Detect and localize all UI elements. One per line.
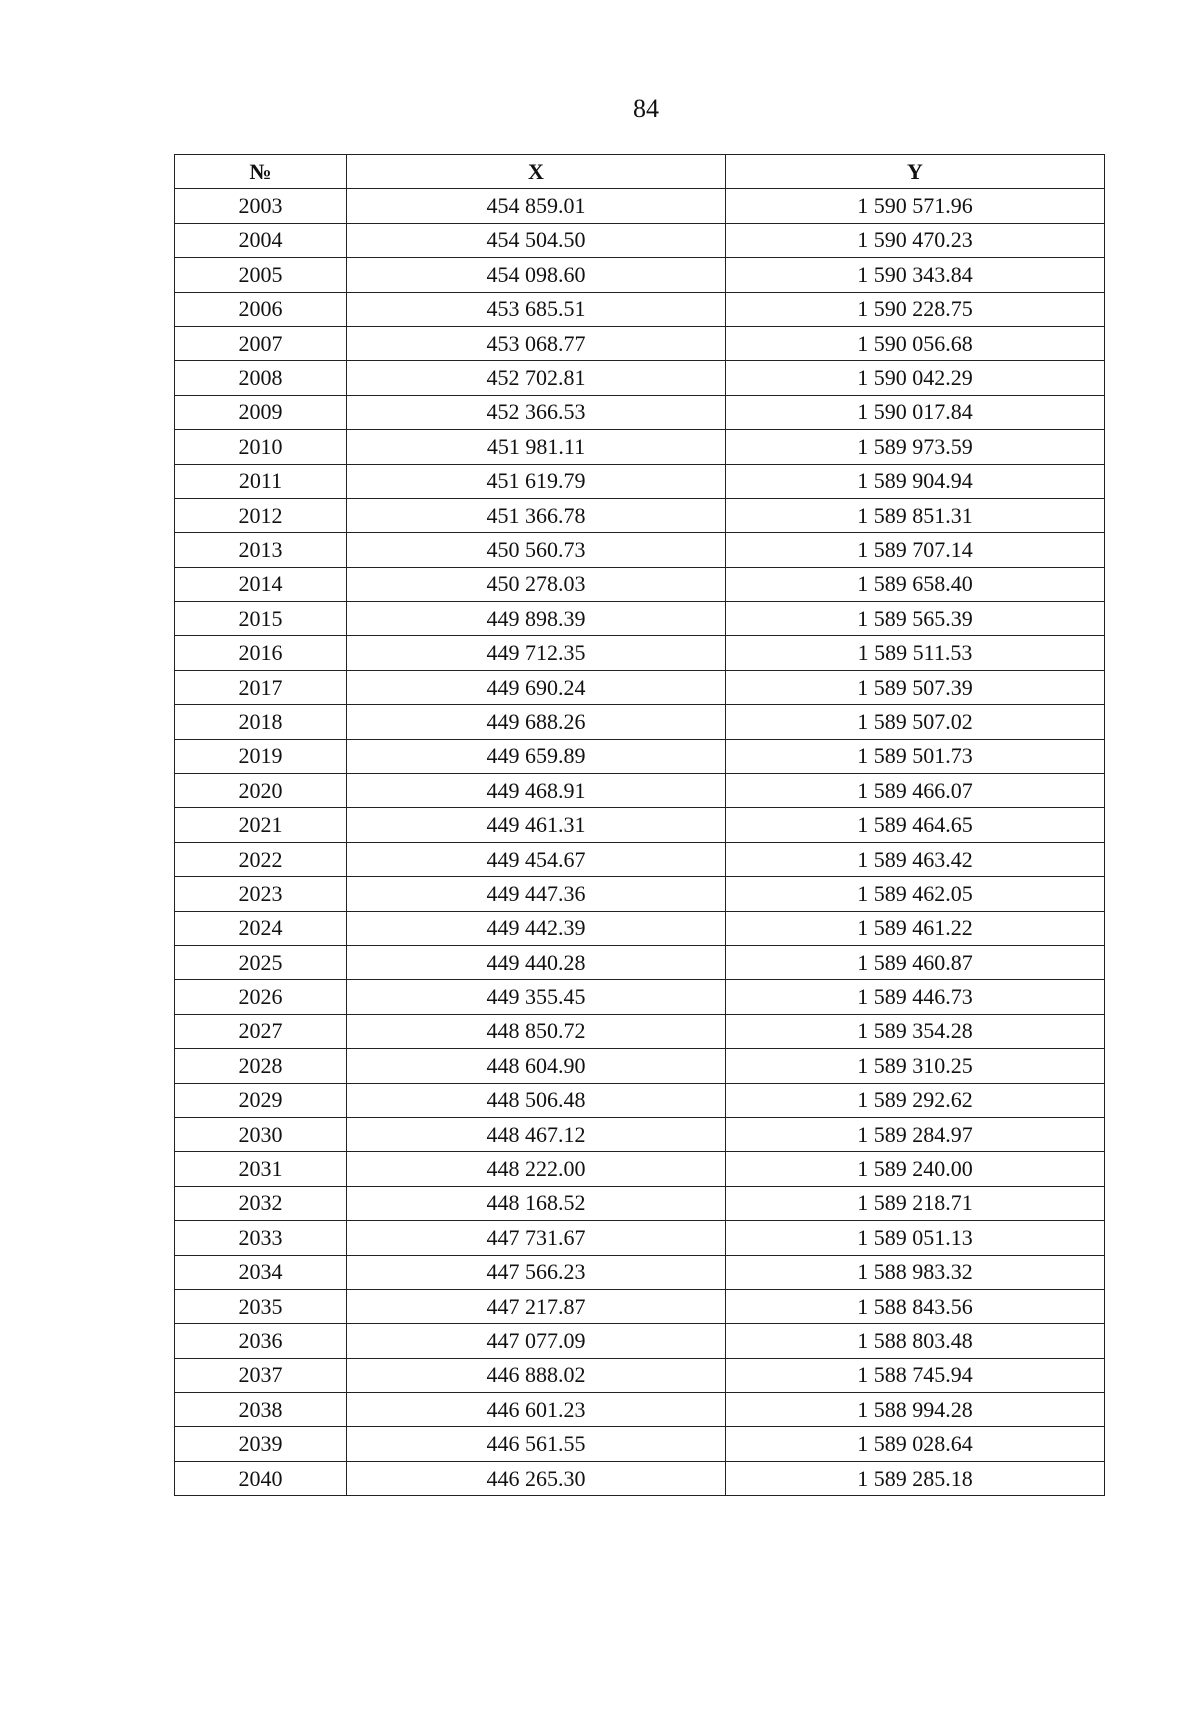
cell-x: 448 467.12: [347, 1117, 726, 1151]
cell-y: 1 589 284.97: [726, 1117, 1105, 1151]
cell-number: 2018: [175, 705, 347, 739]
cell-y: 1 589 565.39: [726, 602, 1105, 636]
cell-x: 448 506.48: [347, 1083, 726, 1117]
cell-y: 1 589 501.73: [726, 739, 1105, 773]
table-row: [175, 602, 1105, 636]
cell-number: 2032: [175, 1186, 347, 1220]
header-row: [175, 155, 1105, 189]
table-row: [175, 361, 1105, 395]
cell-y: 1 589 446.73: [726, 980, 1105, 1014]
cell-x: 450 560.73: [347, 533, 726, 567]
cell-number: 2012: [175, 498, 347, 532]
table-row: [175, 774, 1105, 808]
cell-y: 1 588 843.56: [726, 1289, 1105, 1323]
cell-number: 2005: [175, 258, 347, 292]
table-row: [175, 1049, 1105, 1083]
cell-x: 449 659.89: [347, 739, 726, 773]
cell-x: 453 068.77: [347, 326, 726, 360]
cell-y: 1 590 343.84: [726, 258, 1105, 292]
cell-y: 1 589 460.87: [726, 945, 1105, 979]
table-row: [175, 567, 1105, 601]
table-row: [175, 877, 1105, 911]
cell-y: 1 589 507.02: [726, 705, 1105, 739]
cell-number: 2021: [175, 808, 347, 842]
cell-x: 446 561.55: [347, 1427, 726, 1461]
table-row: [175, 705, 1105, 739]
cell-y: 1 588 745.94: [726, 1358, 1105, 1392]
cell-x: 449 461.31: [347, 808, 726, 842]
cell-x: 447 077.09: [347, 1324, 726, 1358]
table-row: [175, 292, 1105, 326]
cell-y: 1 589 973.59: [726, 430, 1105, 464]
cell-x: 449 440.28: [347, 945, 726, 979]
cell-number: 2039: [175, 1427, 347, 1461]
table-row: [175, 670, 1105, 704]
cell-number: 2038: [175, 1393, 347, 1427]
cell-y: 1 589 285.18: [726, 1461, 1105, 1495]
cell-y: 1 589 464.65: [726, 808, 1105, 842]
table-row: [175, 1255, 1105, 1289]
cell-number: 2035: [175, 1289, 347, 1323]
cell-number: 2027: [175, 1014, 347, 1048]
cell-y: 1 590 470.23: [726, 223, 1105, 257]
cell-number: 2015: [175, 602, 347, 636]
cell-y: 1 589 463.42: [726, 842, 1105, 876]
cell-y: 1 589 218.71: [726, 1186, 1105, 1220]
cell-x: 451 981.11: [347, 430, 726, 464]
cell-number: 2028: [175, 1049, 347, 1083]
table-row: [175, 1117, 1105, 1151]
table-row: [175, 430, 1105, 464]
cell-number: 2006: [175, 292, 347, 326]
cell-y: 1 589 028.64: [726, 1427, 1105, 1461]
cell-y: 1 589 707.14: [726, 533, 1105, 567]
cell-number: 2019: [175, 739, 347, 773]
cell-y: 1 590 228.75: [726, 292, 1105, 326]
cell-x: 449 447.36: [347, 877, 726, 911]
cell-x: 449 442.39: [347, 911, 726, 945]
cell-x: 452 366.53: [347, 395, 726, 429]
cell-number: 2033: [175, 1221, 347, 1255]
table-row: [175, 1427, 1105, 1461]
cell-number: 2026: [175, 980, 347, 1014]
cell-x: 449 688.26: [347, 705, 726, 739]
table-header: [175, 155, 1105, 189]
cell-number: 2029: [175, 1083, 347, 1117]
cell-y: 1 589 354.28: [726, 1014, 1105, 1048]
cell-y: 1 590 056.68: [726, 326, 1105, 360]
cell-x: 449 355.45: [347, 980, 726, 1014]
table-row: [175, 533, 1105, 567]
cell-number: 2022: [175, 842, 347, 876]
cell-x: 454 098.60: [347, 258, 726, 292]
table-row: [175, 1083, 1105, 1117]
cell-x: 449 690.24: [347, 670, 726, 704]
table-row: [175, 1186, 1105, 1220]
table-row: [175, 980, 1105, 1014]
cell-number: 2013: [175, 533, 347, 567]
cell-number: 2030: [175, 1117, 347, 1151]
cell-y: 1 589 240.00: [726, 1152, 1105, 1186]
coordinates-table: [174, 154, 1105, 1496]
cell-number: 2009: [175, 395, 347, 429]
table-row: [175, 739, 1105, 773]
header-y: Y: [726, 155, 1105, 189]
cell-y: 1 589 851.31: [726, 498, 1105, 532]
table-row: [175, 1461, 1105, 1495]
cell-x: 449 712.35: [347, 636, 726, 670]
cell-x: 447 731.67: [347, 1221, 726, 1255]
table-row: [175, 1152, 1105, 1186]
cell-x: 452 702.81: [347, 361, 726, 395]
cell-number: 2040: [175, 1461, 347, 1495]
cell-y: 1 588 994.28: [726, 1393, 1105, 1427]
cell-x: 447 217.87: [347, 1289, 726, 1323]
cell-number: 2003: [175, 189, 347, 223]
table-row: [175, 1358, 1105, 1392]
cell-y: 1 590 042.29: [726, 361, 1105, 395]
table-row: [175, 911, 1105, 945]
table-body: [175, 189, 1105, 1496]
cell-number: 2020: [175, 774, 347, 808]
cell-y: 1 589 507.39: [726, 670, 1105, 704]
cell-number: 2010: [175, 430, 347, 464]
header-number: №: [175, 155, 347, 189]
cell-y: 1 588 803.48: [726, 1324, 1105, 1358]
cell-x: 454 859.01: [347, 189, 726, 223]
table-row: [175, 464, 1105, 498]
cell-x: 448 604.90: [347, 1049, 726, 1083]
cell-number: 2025: [175, 945, 347, 979]
cell-x: 446 265.30: [347, 1461, 726, 1495]
cell-y: 1 588 983.32: [726, 1255, 1105, 1289]
cell-number: 2017: [175, 670, 347, 704]
cell-number: 2034: [175, 1255, 347, 1289]
cell-x: 450 278.03: [347, 567, 726, 601]
cell-x: 454 504.50: [347, 223, 726, 257]
cell-x: 447 566.23: [347, 1255, 726, 1289]
cell-x: 448 168.52: [347, 1186, 726, 1220]
cell-x: 449 898.39: [347, 602, 726, 636]
cell-y: 1 589 292.62: [726, 1083, 1105, 1117]
cell-y: 1 590 017.84: [726, 395, 1105, 429]
table-row: [175, 945, 1105, 979]
cell-x: 446 888.02: [347, 1358, 726, 1392]
cell-x: 451 619.79: [347, 464, 726, 498]
cell-x: 449 468.91: [347, 774, 726, 808]
table-row: [175, 1289, 1105, 1323]
cell-x: 448 222.00: [347, 1152, 726, 1186]
cell-y: 1 589 461.22: [726, 911, 1105, 945]
cell-y: 1 589 310.25: [726, 1049, 1105, 1083]
table-row: [175, 1324, 1105, 1358]
cell-y: 1 589 462.05: [726, 877, 1105, 911]
cell-x: 446 601.23: [347, 1393, 726, 1427]
cell-y: 1 589 466.07: [726, 774, 1105, 808]
cell-number: 2031: [175, 1152, 347, 1186]
cell-number: 2004: [175, 223, 347, 257]
cell-y: 1 589 658.40: [726, 567, 1105, 601]
cell-y: 1 590 571.96: [726, 189, 1105, 223]
cell-y: 1 589 904.94: [726, 464, 1105, 498]
table-row: [175, 808, 1105, 842]
cell-x: 449 454.67: [347, 842, 726, 876]
table-row: [175, 395, 1105, 429]
table-row: [175, 258, 1105, 292]
cell-number: 2007: [175, 326, 347, 360]
table-row: [175, 223, 1105, 257]
table-row: [175, 498, 1105, 532]
cell-y: 1 589 511.53: [726, 636, 1105, 670]
cell-x: 451 366.78: [347, 498, 726, 532]
page-number: 84: [633, 94, 659, 123]
header-x: X: [347, 155, 726, 189]
table-row: [175, 842, 1105, 876]
cell-x: 448 850.72: [347, 1014, 726, 1048]
table-row: [175, 1221, 1105, 1255]
cell-y: 1 589 051.13: [726, 1221, 1105, 1255]
table-row: [175, 1393, 1105, 1427]
table-row: [175, 636, 1105, 670]
table-row: [175, 1014, 1105, 1048]
cell-number: 2037: [175, 1358, 347, 1392]
cell-number: 2016: [175, 636, 347, 670]
cell-number: 2011: [175, 464, 347, 498]
cell-number: 2014: [175, 567, 347, 601]
table-row: [175, 326, 1105, 360]
cell-number: 2024: [175, 911, 347, 945]
cell-x: 453 685.51: [347, 292, 726, 326]
cell-number: 2023: [175, 877, 347, 911]
cell-number: 2036: [175, 1324, 347, 1358]
table-row: [175, 189, 1105, 223]
cell-number: 2008: [175, 361, 347, 395]
